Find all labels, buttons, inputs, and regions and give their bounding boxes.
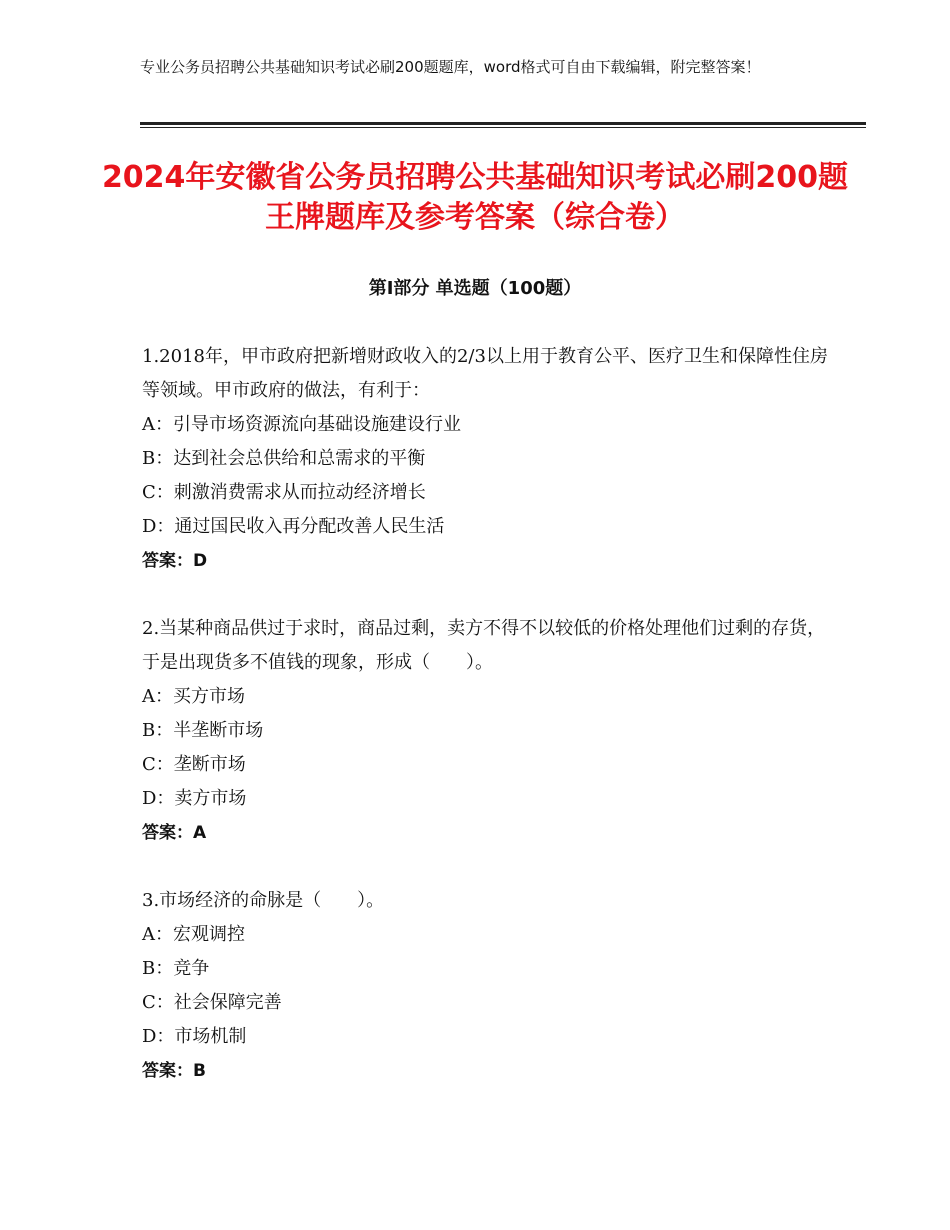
option-a: A：宏观调控 [142,924,245,945]
option-c: C：垄断市场 [142,754,246,775]
answer-label: 答案：B [142,1061,206,1081]
document-title: 2024年安徽省公务员招聘公共基础知识考试必刷200题王牌题库及参考答案（综合卷） [101,160,849,235]
option-b: B：达到社会总供给和总需求的平衡 [142,448,426,469]
option-b: B：竞争 [142,958,210,979]
option-c: C：刺激消费需求从而拉动经济增长 [142,482,426,503]
question-stem: 3.市场经济的命脉是（ ）。 [142,890,385,911]
question-2 [142,612,842,850]
question-list [142,340,842,1122]
question-3 [142,884,842,1088]
answer-label: 答案：D [142,551,208,571]
answer-label: 答案：A [142,823,207,843]
option-c: C：社会保障完善 [142,992,282,1013]
option-a: A：引导市场资源流向基础设施建设行业 [142,414,461,435]
question-1 [142,340,842,578]
option-a: A：买方市场 [142,686,245,707]
header-rule-thin [140,127,866,128]
question-stem: 2.当某种商品供过于求时，商品过剩，卖方不得不以较低的价格处理他们过剩的存货，于是出现货多不值钱的现象，形成（ ）。 [142,618,826,673]
option-d: D：市场机制 [142,1026,247,1047]
option-d: D：通过国民收入再分配改善人民生活 [142,516,445,537]
question-stem: 1.2018年，甲市政府把新增财政收入的2/3以上用于教育公平、医疗卫生和保障性住房等领域。甲市政府的做法，有利于： [142,346,828,401]
header-note: 专业公务员招聘公共基础知识考试必刷200题题库，word格式可自由下载编辑，附完整答案！ [140,58,761,76]
option-d: D：卖方市场 [142,788,247,809]
section-title: 第Ⅰ部分 单选题（100题） [368,278,582,299]
option-b: B：半垄断市场 [142,720,264,741]
header-rule-thick [140,122,866,125]
